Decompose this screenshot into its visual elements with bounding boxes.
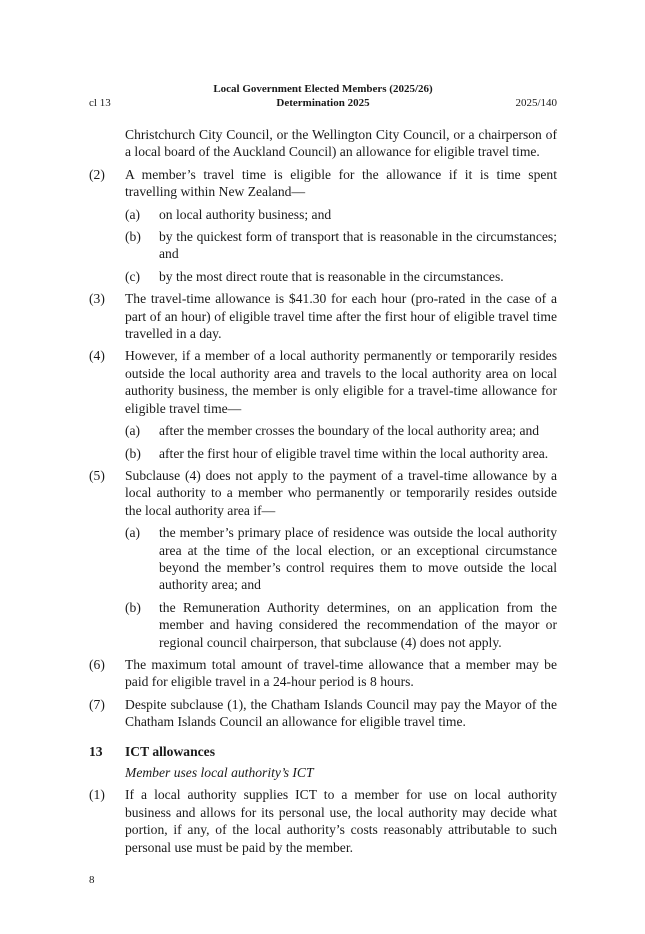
paragraph-5a [89,524,557,594]
clause-reference: cl 13 [89,97,111,109]
subclause-number: (6) [89,656,105,672]
subclause-3 [89,290,557,342]
section-title: ICT allowances [125,743,216,759]
document-title-line1: Local Government Elected Members (2025/26) [213,83,433,95]
subclause-text: The travel-time allowance is $41.30 for each hour (pro-rated in the case of a part of an hour) of eligible travel time after the first hour of eligible travel time travelled in a day. [125,291,557,342]
paragraph-4a [89,422,557,439]
page-number: 8 [89,874,95,886]
subclause-4 [89,347,557,417]
paragraph-number: (a) [125,525,141,541]
section-13-heading [89,743,557,760]
paragraph-2c [89,268,557,285]
paragraph-2a [89,206,557,223]
document-title-line2: Determination 2025 [276,97,370,109]
continuation-text: Christchurch City Council, or the Wellington City Council, or a chairperson of a local board of the Auckland Council) an allowance for eligible travel time. [125,127,557,160]
paragraph-text: the member’s primary place of residence was outside the local authority area at the time of the local election, or an exceptional circumstance beyond the member’s control requires them to move outside the local authority area; and [159,525,557,593]
paragraph-2b [89,228,557,263]
paragraph-text: by the quickest form of transport that is reasonable in the circumstances; and [159,229,557,262]
subclause-text: Subclause (4) does not apply to the payment of a travel-time allowance by a local authority to a member who permanently or temporarily resides outside the local authority area if— [125,467,557,518]
paragraph-4b [89,445,557,462]
section-13-subclause-1 [89,786,557,856]
document-body [89,126,557,861]
paragraph-5b [89,599,557,651]
paragraph-number: (a) [125,206,141,222]
section-subheading: Member uses local authority’s ICT [125,765,314,780]
document-title [89,82,557,110]
subclause-number: (5) [89,467,105,483]
section-number: 13 [89,743,103,759]
subclause-5 [89,467,557,519]
subclause-number: (1) [89,787,105,803]
subclause-number: (3) [89,291,105,307]
subclause-number: (4) [89,348,105,364]
paragraph-text: after the member crosses the boundary of the local authority area; and [159,423,540,439]
subclause-7 [89,696,557,731]
subclause-6 [89,656,557,691]
paragraph-text: after the first hour of eligible travel time within the local authority area. [159,445,549,461]
subclause-2 [89,166,557,201]
paragraph-text: on local authority business; and [159,206,332,222]
subclause-text: The maximum total amount of travel-time allowance that a member may be paid for eligible travel in a 24-hour period is 8 hours. [125,656,557,690]
paragraph-number: (b) [125,599,141,615]
paragraph-number: (a) [125,423,141,439]
paragraph-text: by the most direct route that is reasonable in the circumstances. [159,268,504,284]
page-header [89,82,557,112]
paragraph-number: (c) [125,268,141,284]
paragraph-number: (b) [125,229,141,245]
paragraph-number: (b) [125,445,141,461]
subclause-number: (2) [89,166,105,182]
subclause-number: (7) [89,696,105,712]
instrument-number: 2025/140 [515,97,557,109]
paragraph-text: the Remuneration Authority determines, on an application from the member and having considered the recommendation of the mayor or regional council chairperson, that subclause (4) does not apply. [159,599,557,650]
subclause-text: Despite subclause (1), the Chatham Islands Council may pay the Mayor of the Chatham Islands Council an allowance for eligible travel time. [125,696,557,730]
subclause-text: If a local authority supplies ICT to a member for use on local authority business and allows for its personal use, the local authority may decide what portion, if any, of the local authority’s costs reasonably attributable to such personal use must be paid by the member. [125,787,557,855]
subclause-text: However, if a member of a local authority permanently or temporarily resides outside the local authority area and travels to the local authority area on local authority business, the member is only eligible for a travel-time allowance for eligible travel time— [125,348,557,416]
subclause-text: A member’s travel time is eligible for the allowance if it is time spent travelling within New Zealand— [125,166,557,200]
